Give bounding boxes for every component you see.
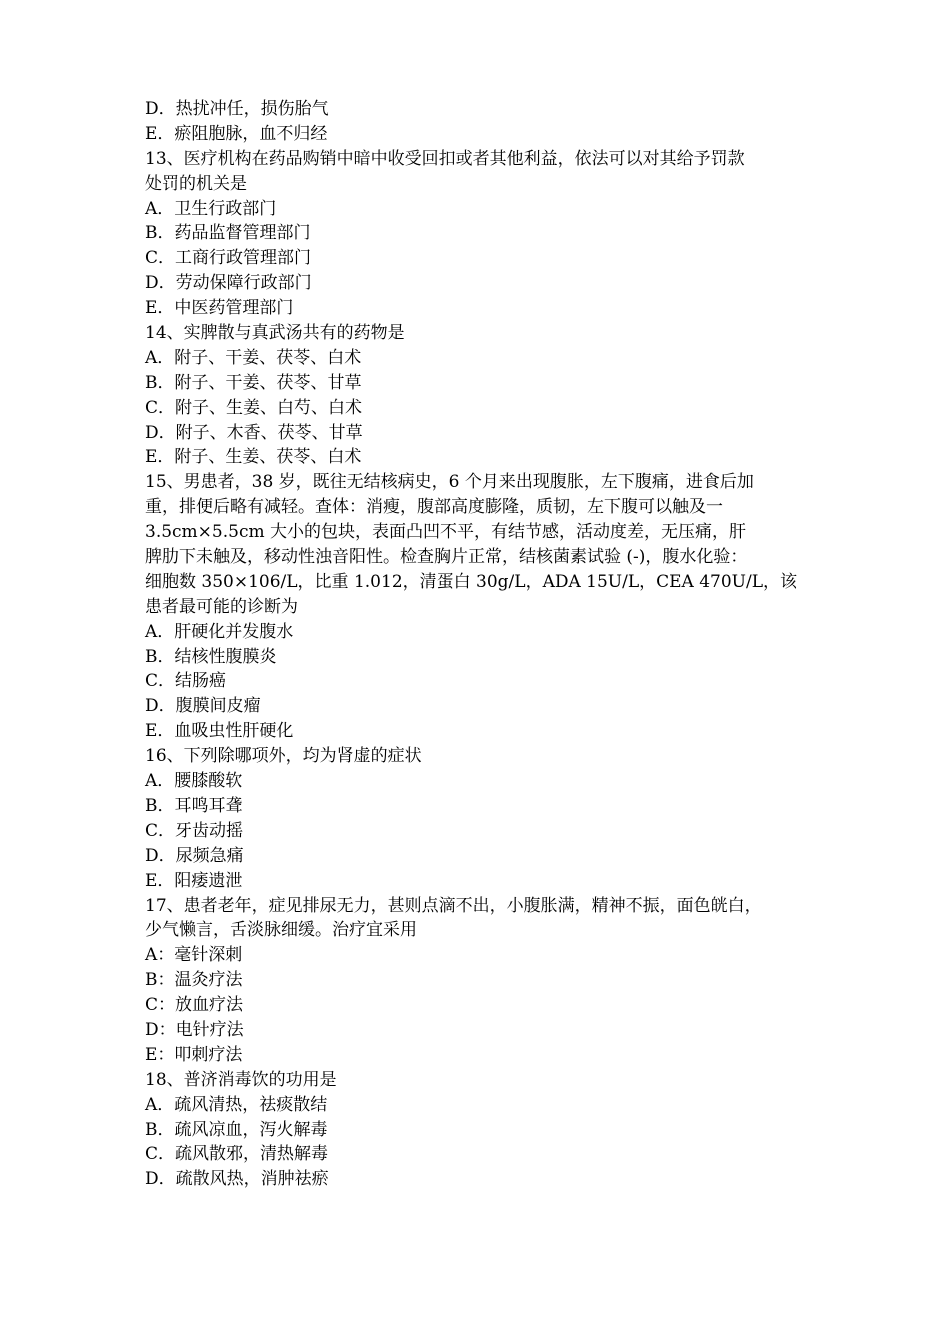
question-14-stem: 14、实脾散与真武汤共有的药物是 [145, 323, 405, 344]
option-e-q14: E．附子、生姜、茯苓、白术 [145, 447, 362, 468]
option-d-q14: D．附子、木香、茯苓、甘草 [145, 422, 363, 443]
question-15-stem-cont: 患者最可能的诊断为 [145, 596, 298, 617]
option-e-q17: E：叩刺疗法 [145, 1044, 243, 1065]
option-a-q17: A：毫针深刺 [145, 945, 243, 966]
question-15-stem-cont: 脾肋下未触及，移动性浊音阳性。检查胸片正常，结核菌素试验 (-)，腹水化验： [145, 547, 748, 568]
option-b-q14: B．附子、干姜、茯苓、甘草 [145, 372, 362, 393]
option-a-q16: A．腰膝酸软 [145, 771, 243, 792]
option-c-q13: C．工商行政管理部门 [145, 248, 312, 269]
option-b-q17: B：温灸疗法 [145, 970, 243, 991]
option-b-q16: B．耳鸣耳聋 [145, 795, 243, 816]
question-13-stem-cont: 处罚的机关是 [145, 173, 247, 194]
option-a-q14: A．附子、干姜、茯苓、白术 [145, 347, 362, 368]
option-c-q18: C．疏风散邪，清热解毒 [145, 1144, 329, 1165]
question-15-stem: 15、男患者，38 岁，既往无结核病史，6 个月来出现腹胀，左下腹痛，进食后加 [145, 472, 754, 493]
option-e-q12: E．瘀阻胞脉，血不归经 [145, 123, 328, 144]
option-a-q13: A．卫生行政部门 [145, 198, 277, 219]
option-c-q15: C．结肠癌 [145, 671, 227, 692]
option-b-q15: B．结核性腹膜炎 [145, 646, 277, 667]
option-b-q18: B．疏风凉血，泻火解毒 [145, 1119, 328, 1140]
option-a-q15: A．肝硬化并发腹水 [145, 621, 294, 642]
option-e-q13: E．中医药管理部门 [145, 298, 294, 319]
option-c-q17: C：放血疗法 [145, 995, 244, 1016]
question-13-stem: 13、医疗机构在药品购销中暗中收受回扣或者其他利益，依法可以对其给予罚款 [145, 148, 745, 169]
option-b-q13: B．药品监督管理部门 [145, 223, 311, 244]
question-15-stem-cont: 重，排便后略有减轻。查体：消瘦，腹部高度膨隆，质韧，左下腹可以触及一 [145, 497, 723, 518]
option-d-q12: D．热扰冲任，损伤胎气 [145, 99, 329, 119]
option-c-q16: C．牙齿动摇 [145, 820, 244, 841]
option-d-q17: D：电针疗法 [145, 1019, 244, 1040]
option-c-q14: C．附子、生姜、白芍、白术 [145, 397, 363, 418]
question-17-stem: 17、患者老年，症见排尿无力，甚则点滴不出，小腹胀满，精神不振，面色㿠白， [145, 895, 762, 916]
option-e-q16: E．阳痿遗泄 [145, 870, 243, 891]
question-17-stem-cont: 少气懒言，舌淡脉细缓。治疗宜采用 [145, 920, 417, 941]
document-page [145, 97, 810, 1192]
option-a-q18: A．疏风清热，祛痰散结 [145, 1094, 328, 1115]
option-d-q18: D．疏散风热，消肿祛瘀 [145, 1169, 329, 1190]
option-d-q15: D．腹膜间皮瘤 [145, 696, 261, 717]
question-15-stem-cont: 3.5cm×5.5cm 大小的包块，表面凸凹不平，有结节感，活动度差，无压痛，肝 [145, 522, 747, 543]
option-e-q15: E．血吸虫性肝硬化 [145, 721, 294, 742]
option-d-q16: D．尿频急痛 [145, 845, 244, 866]
question-15-stem-cont: 细胞数 350×106/L，比重 1.012，清蛋白 30g/L，ADA 15U/L，CEA 470U/L，该 [145, 571, 798, 592]
question-16-stem: 16、下列除哪项外，均为肾虚的症状 [145, 746, 422, 767]
question-18-stem: 18、普济消毒饮的功用是 [145, 1069, 337, 1090]
option-d-q13: D．劳动保障行政部门 [145, 273, 312, 294]
